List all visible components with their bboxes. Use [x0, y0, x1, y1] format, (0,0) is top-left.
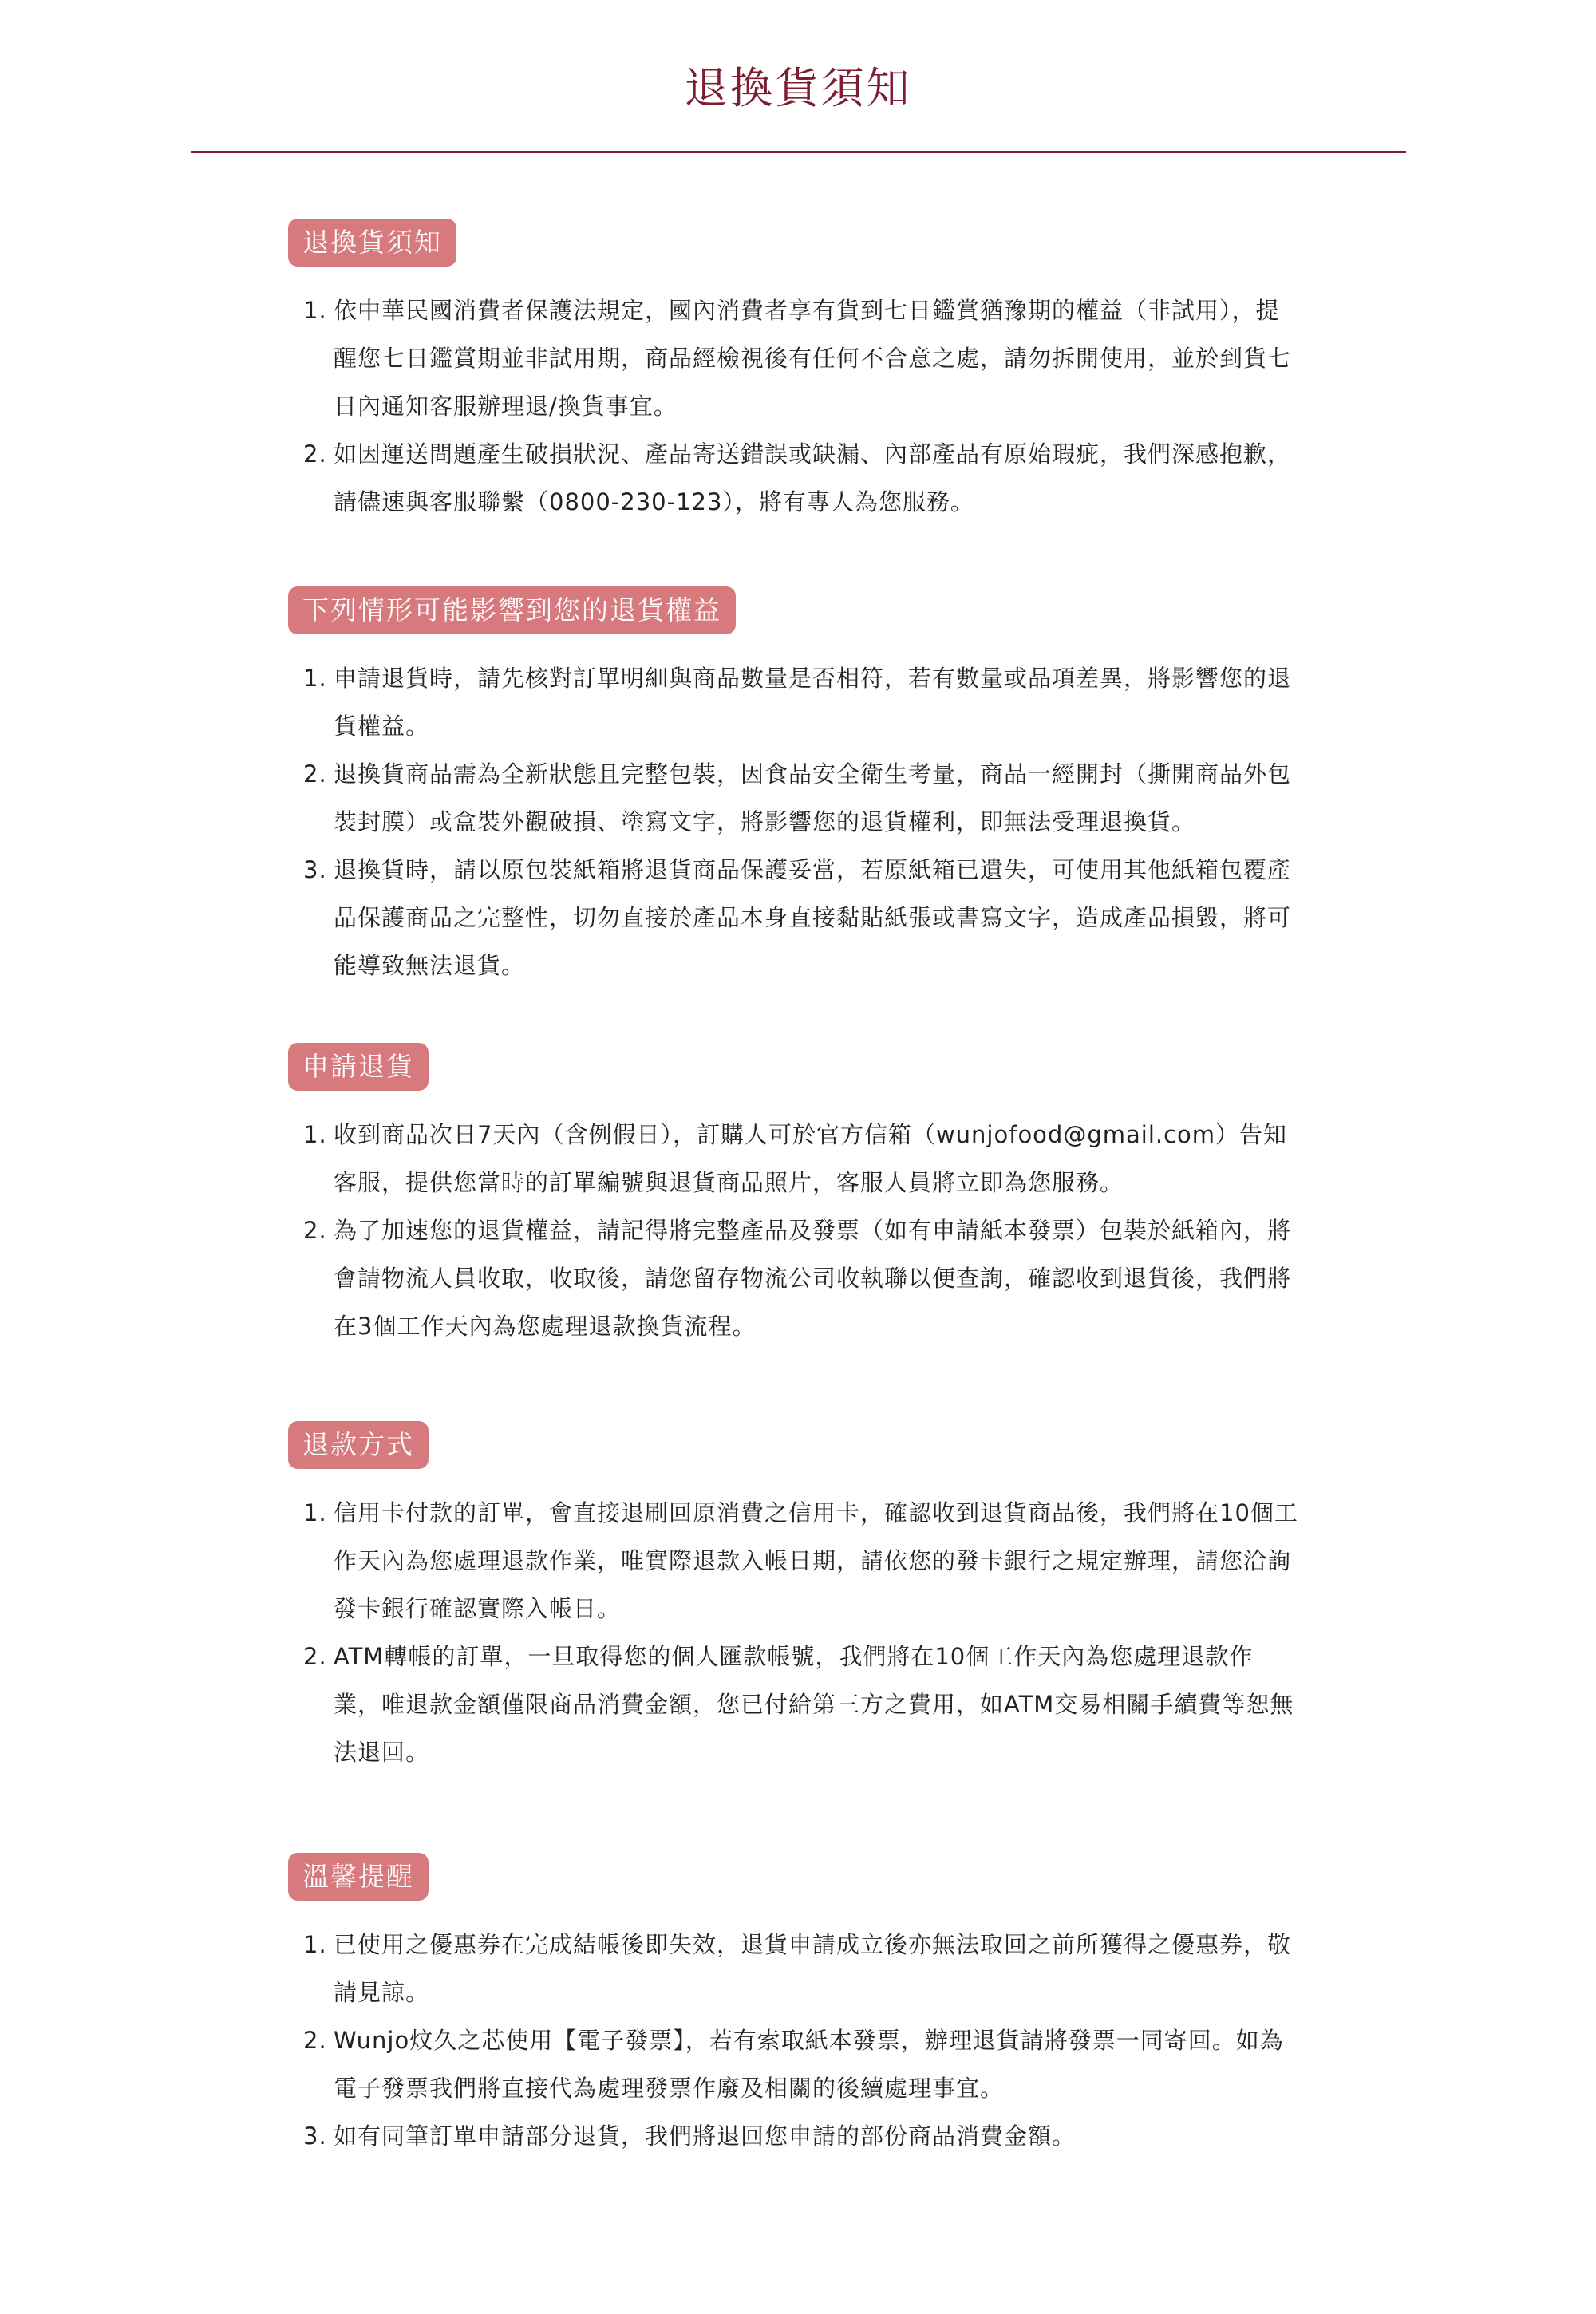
section-heading-badge: 溫馨提醒 [288, 1853, 429, 1901]
list-item [288, 1921, 1299, 2016]
numbered-list [288, 1111, 1310, 1350]
section-heading-badge: 申請退貨 [288, 1043, 429, 1091]
list-item [288, 2112, 1299, 2160]
list-item-text: Wunjo炆久之芯使用【電子發票】，若有索取紙本發票，辦理退貨請將發票一同寄回。如為電子發票我們將直接代為處理發票作廢及相關的後續處理事宜。 [334, 2027, 1284, 2102]
section-heading-badge: 下列情形可能影響到您的退貨權益 [288, 586, 736, 634]
list-item [288, 430, 1299, 526]
list-item [288, 1489, 1299, 1633]
list-item-text: 如因運送問題產生破損狀況、產品寄送錯誤或缺漏、內部產品有原始瑕疵，我們深感抱歉，請儘速與客服聯繫（0800-230-123），將有專人為您服務。 [334, 440, 1292, 515]
list-item-number: 1. [303, 665, 327, 692]
section-heading-badge: 退換貨須知 [288, 219, 456, 267]
section [288, 1853, 1310, 2160]
section [288, 219, 1310, 526]
list-item-text: 如有同筆訂單申請部分退貨，我們將退回您申請的部份商品消費金額。 [334, 2122, 1077, 2150]
list-item [288, 654, 1299, 750]
list-item-text: 為了加速您的退貨權益，請記得將完整產品及發票（如有申請紙本發票）包裝於紙箱內，將會請物流人員收取，收取後，請您留存物流公司收執聯以便查詢，確認收到退貨後，我們將在3個工作天內為您處理退款換貨流程。 [334, 1217, 1292, 1340]
numbered-list [288, 654, 1310, 989]
section [288, 586, 1310, 989]
numbered-list [288, 286, 1310, 526]
list-item [288, 750, 1299, 846]
list-item-text: 退換貨時，請以原包裝紙箱將退貨商品保護妥當，若原紙箱已遺失，可使用其他紙箱包覆產品保護商品之完整性，切勿直接於產品本身直接黏貼紙張或書寫文字，造成產品損毀，將可能導致無法退貨。 [334, 856, 1292, 979]
list-item-number: 3. [303, 856, 327, 883]
page-title: 退換貨須知 [684, 63, 912, 113]
section [288, 1043, 1310, 1350]
list-item-number: 1. [303, 1121, 327, 1148]
list-item-number: 2. [303, 440, 327, 468]
list-item-number: 2. [303, 1643, 327, 1670]
list-item [288, 1633, 1299, 1776]
list-item-number: 3. [303, 2122, 327, 2150]
list-item-text: 已使用之優惠券在完成結帳後即失效，退貨申請成立後亦無法取回之前所獲得之優惠券，敬請見諒。 [334, 1931, 1292, 2006]
list-item-number: 2. [303, 760, 327, 788]
list-item-text: 信用卡付款的訂單，會直接退刷回原消費之信用卡，確認收到退貨商品後，我們將在10個工作天內為您處理退款作業，唯實際退款入帳日期，請依您的發卡銀行之規定辦理，請您洽詢發卡銀行確認實際入帳日。 [334, 1499, 1298, 1622]
list-item-text: 申請退貨時，請先核對訂單明細與商品數量是否相符，若有數量或品項差異，將影響您的退貨權益。 [334, 665, 1292, 740]
list-item-number: 1. [303, 297, 327, 324]
section [288, 1421, 1310, 1776]
list-item-number: 2. [303, 1217, 327, 1244]
list-item [288, 1206, 1299, 1350]
list-item-text: 依中華民國消費者保護法規定，國內消費者享有貨到七日鑑賞猶豫期的權益（非試用），提醒您七日鑑賞期並非試用期，商品經檢視後有任何不合意之處，請勿拆開使用，並於到貨七日內通知客服辦理退/換貨事宜。 [334, 297, 1292, 420]
title-divider [191, 151, 1406, 153]
list-item [288, 2016, 1299, 2112]
list-item-number: 1. [303, 1499, 327, 1526]
list-item-text: 收到商品次日7天內（含例假日），訂購人可於官方信箱（wunjofood@gmail.com）告知客服，提供您當時的訂單編號與退貨商品照片，客服人員將立即為您服務。 [334, 1121, 1288, 1196]
list-item [288, 1111, 1299, 1206]
numbered-list [288, 1489, 1310, 1776]
section-heading-badge: 退款方式 [288, 1421, 429, 1469]
list-item-number: 2. [303, 2027, 327, 2054]
list-item [288, 846, 1299, 989]
list-item-number: 1. [303, 1931, 327, 1958]
numbered-list [288, 1921, 1310, 2160]
list-item [288, 286, 1299, 430]
list-item-text: 退換貨商品需為全新狀態且完整包裝，因食品安全衛生考量，商品一經開封（撕開商品外包裝封膜）或盒裝外觀破損、塗寫文字，將影響您的退貨權利，即無法受理退換貨。 [334, 760, 1292, 835]
list-item-text: ATM轉帳的訂單，一旦取得您的個人匯款帳號，我們將在10個工作天內為您處理退款作業，唯退款金額僅限商品消費金額，您已付給第三方之費用，如ATM交易相關手續費等恕無法退回。 [334, 1643, 1294, 1766]
